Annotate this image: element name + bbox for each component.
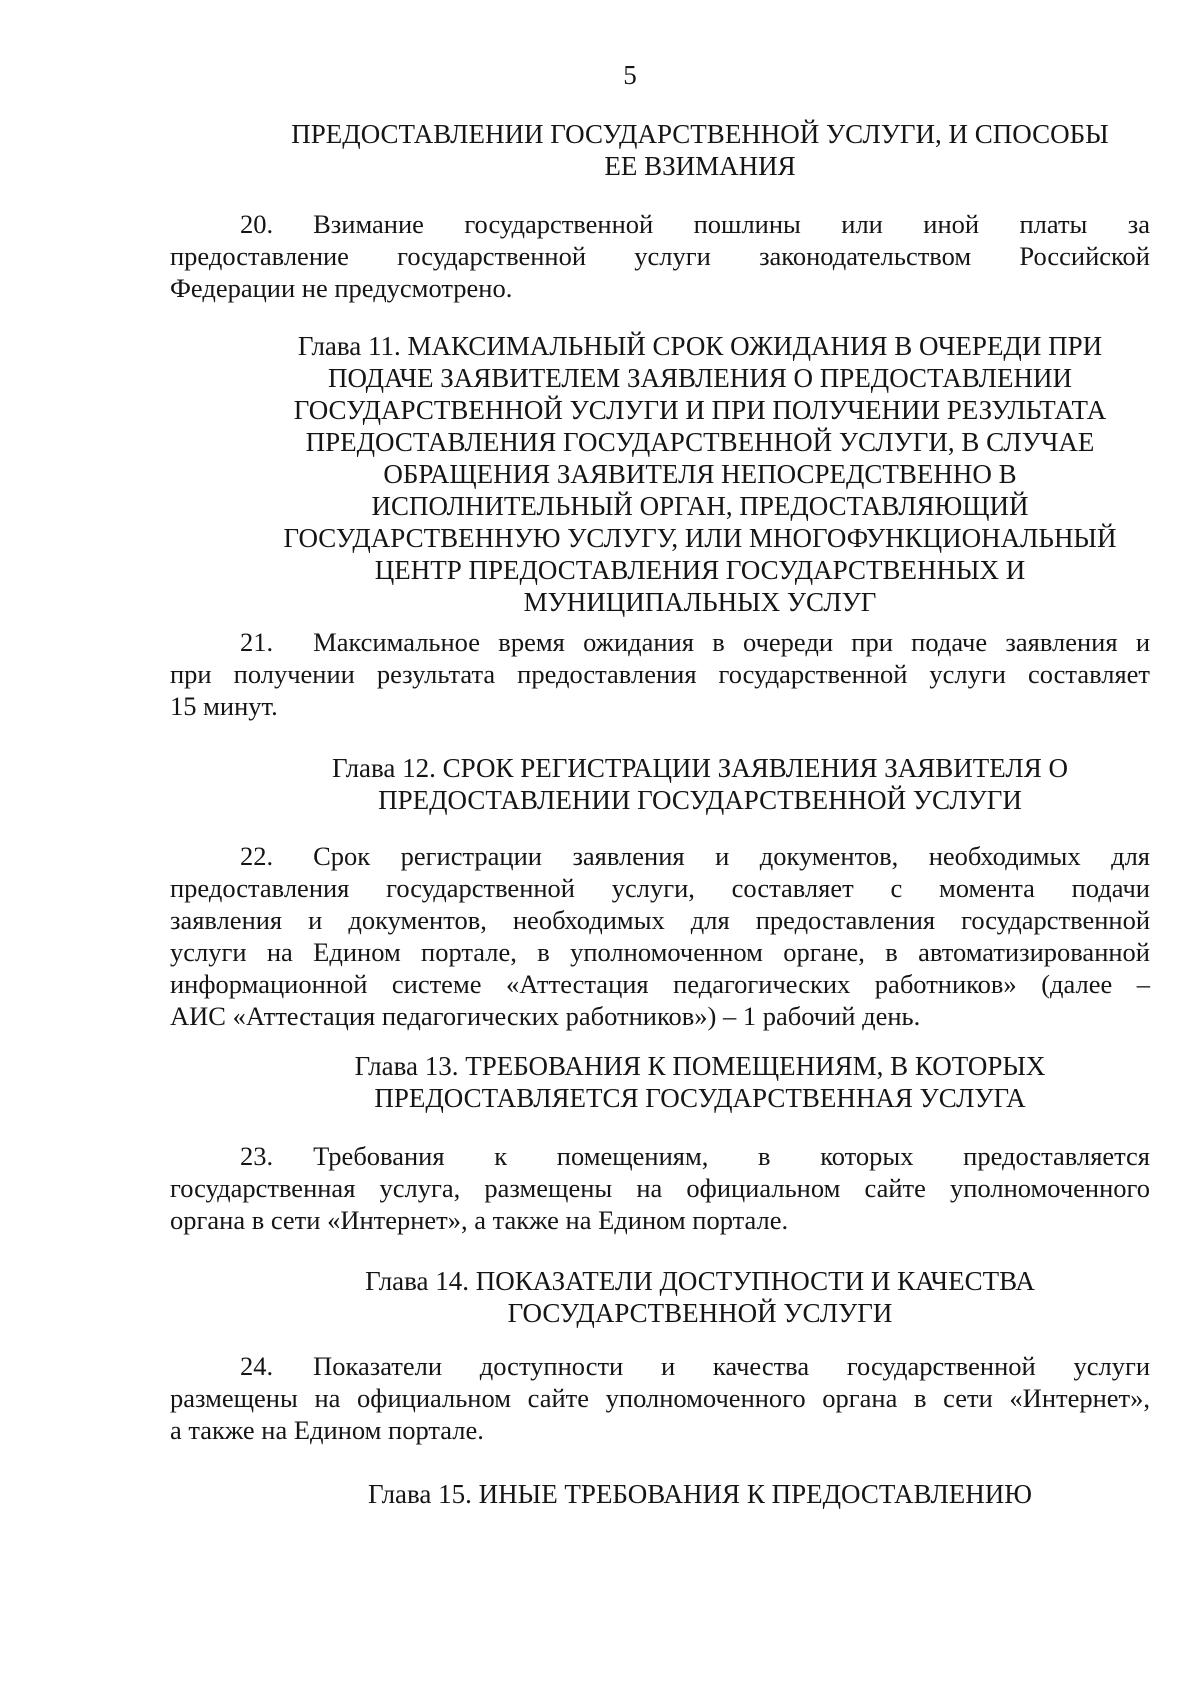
paragraph-20 <box>170 208 1150 304</box>
heading-line: ПРЕДОСТАВЛЕНИИ ГОСУДАРСТВЕННОЙ УСЛУГИ, И СПОСОБЫ <box>291 119 1109 149</box>
paragraph-line: предоставление государственной услуги законодательством Российской <box>170 241 1150 271</box>
heading-line: ЕЕ ВЗИМАНИЯ <box>604 151 796 181</box>
heading-line: ЦЕНТР ПРЕДОСТАВЛЕНИЯ ГОСУДАРСТВЕННЫХ И <box>374 555 1026 585</box>
paragraph-line: Максимальное время ожидания в очереди при подаче заявления и <box>313 627 1150 657</box>
page-number: 5 <box>623 60 637 90</box>
paragraph-number: 24. <box>240 1351 274 1381</box>
paragraph-24 <box>170 1350 1150 1446</box>
heading-line: ПРЕДОСТАВЛЕНИИ ГОСУДАРСТВЕННОЙ УСЛУГИ <box>378 785 1022 815</box>
paragraph-line: Требования к помещениям, в которых предоставляется <box>313 1141 1150 1171</box>
paragraph-line: а также на Едином портале. <box>170 1415 484 1445</box>
paragraph-line: информационной системе «Аттестация педагогических работников» (далее – <box>170 969 1150 999</box>
heading-fee-continuation <box>240 118 1160 182</box>
heading-line: МУНИЦИПАЛЬНЫХ УСЛУГ <box>523 587 877 617</box>
chapter-15-heading <box>230 1478 1170 1510</box>
heading-line: Глава 15. ИНЫЕ ТРЕБОВАНИЯ К ПРЕДОСТАВЛЕНИЮ <box>367 1479 1033 1509</box>
heading-line: ОБРАЩЕНИЯ ЗАЯВИТЕЛЯ НЕПОСРЕДСТВЕННО В <box>383 459 1017 489</box>
heading-line: ГОСУДАРСТВЕННОЙ УСЛУГИ <box>507 1298 893 1328</box>
paragraph-line: услуги на Едином портале, в уполномоченном органе, в автоматизированной <box>170 937 1150 967</box>
chapter-11-heading <box>230 330 1170 618</box>
paragraph-line: при получении результата предоставления государственной услуги составляет <box>170 659 1150 689</box>
heading-line: Глава 14. ПОКАЗАТЕЛИ ДОСТУПНОСТИ И КАЧЕСТВА <box>365 1266 1035 1296</box>
paragraph-line: Срок регистрации заявления и документов, необходимых для <box>313 841 1150 871</box>
paragraph-line: Показатели доступности и качества государственной услуги <box>313 1351 1150 1381</box>
chapter-12-heading <box>230 752 1170 816</box>
heading-line: Глава 13. ТРЕБОВАНИЯ К ПОМЕЩЕНИЯМ, В КОТОРЫХ <box>354 1051 1046 1081</box>
paragraph-number: 21. <box>240 627 274 657</box>
chapter-14-heading <box>230 1265 1170 1329</box>
paragraph-line: Взимание государственной пошлины или иной платы за <box>313 209 1150 239</box>
heading-line: Глава 12. СРОК РЕГИСТРАЦИИ ЗАЯВЛЕНИЯ ЗАЯВИТЕЛЯ О <box>331 753 1068 783</box>
paragraph-line: органа в сети «Интернет», а также на Едином портале. <box>170 1205 789 1235</box>
chapter-13-heading <box>230 1050 1170 1114</box>
paragraph-line: 15 минут. <box>170 691 278 721</box>
heading-line: ИСПОЛНИТЕЛЬНЫЙ ОРГАН, ПРЕДОСТАВЛЯЮЩИЙ <box>371 491 1029 521</box>
paragraph-number: 20. <box>240 209 274 239</box>
heading-line: ГОСУДАРСТВЕННУЮ УСЛУГУ, ИЛИ МНОГОФУНКЦИОНАЛЬНЫЙ <box>283 523 1117 553</box>
paragraph-line: заявления и документов, необходимых для предоставления государственной <box>170 905 1150 935</box>
paragraph-number: 23. <box>240 1141 274 1171</box>
paragraph-21 <box>170 626 1150 722</box>
paragraph-line: АИС «Аттестация педагогических работников») – 1 рабочий день. <box>170 1001 921 1031</box>
heading-line: ПРЕДОСТАВЛЯЕТСЯ ГОСУДАРСТВЕННАЯ УСЛУГА <box>374 1083 1026 1113</box>
paragraph-22 <box>170 840 1150 1032</box>
paragraph-line: Федерации не предусмотрено. <box>170 273 513 303</box>
paragraph-number: 22. <box>240 841 274 871</box>
heading-line: Глава 11. МАКСИМАЛЬНЫЙ СРОК ОЖИДАНИЯ В ОЧЕРЕДИ ПРИ <box>297 331 1103 361</box>
heading-line: ПРЕДОСТАВЛЕНИЯ ГОСУДАРСТВЕННОЙ УСЛУГИ, В СЛУЧАЕ <box>305 427 1095 457</box>
paragraph-line: государственная услуга, размещены на официальном сайте уполномоченного <box>170 1173 1150 1203</box>
paragraph-23 <box>170 1140 1150 1236</box>
heading-line: ПОДАЧЕ ЗАЯВИТЕЛЕМ ЗАЯВЛЕНИЯ О ПРЕДОСТАВЛЕНИИ <box>327 363 1072 393</box>
paragraph-line: предоставления государственной услуги, составляет с момента подачи <box>170 873 1150 903</box>
paragraph-line: размещены на официальном сайте уполномоченного органа в сети «Интернет», <box>170 1383 1150 1413</box>
heading-line: ГОСУДАРСТВЕННОЙ УСЛУГИ И ПРИ ПОЛУЧЕНИИ РЕЗУЛЬТАТА <box>293 395 1107 425</box>
